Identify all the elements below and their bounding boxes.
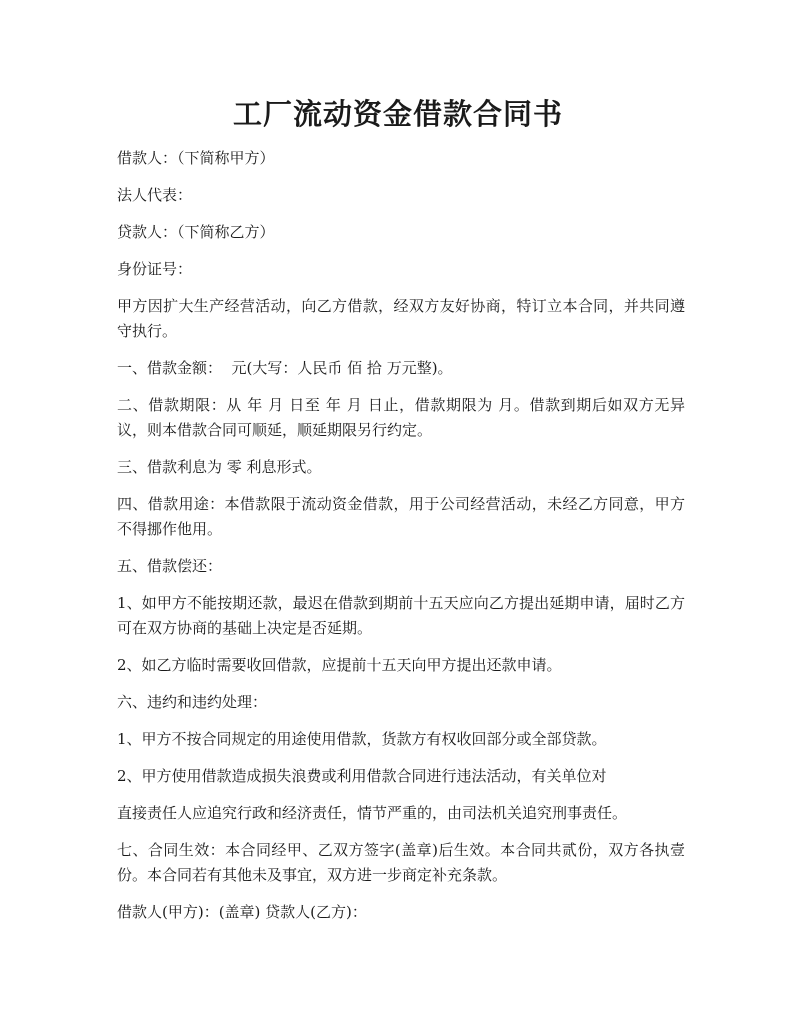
page-title: 工厂流动资金借款合同书 bbox=[232, 97, 563, 131]
clause-effectiveness: 七、合同生效：本合同经甲、乙双方签字(盖章)后生效。本合同共贰份，双方各执壹份。本合同若有其他未及事宜，双方进一步商定补充条款。 bbox=[117, 841, 685, 884]
preamble-paragraph: 甲方因扩大生产经营活动，向乙方借款，经双方友好协商，特订立本合同，并共同遵守执行。 bbox=[117, 297, 685, 340]
clause-loan-amount: 一、借款金额： 元(大写：人民币 佰 拾 万元整)。 bbox=[117, 359, 453, 377]
clause-repayment-heading: 五、借款偿还： bbox=[117, 557, 223, 575]
borrower-line: 借款人：（下简称甲方） bbox=[117, 149, 275, 167]
legal-representative-line: 法人代表： bbox=[117, 186, 193, 204]
clause-loan-term: 二、借款期限：从 年 月 日至 年 月 日止，借款期限为 月。借款到期后如双方无异议，则本借款合同可顺延，顺延期限另行约定。 bbox=[117, 396, 685, 439]
breach-item-1: 1、甲方不按合同规定的用途使用借款，货款方有权收回部分或全部贷款。 bbox=[117, 730, 607, 748]
clause-breach-heading: 六、违约和违约处理： bbox=[117, 693, 268, 711]
lender-line: 贷款人：（下简称乙方） bbox=[117, 223, 275, 241]
breach-item-2-continued: 直接责任人应追究行政和经济责任，情节严重的，由司法机关追究刑事责任。 bbox=[117, 804, 628, 822]
repayment-item-1: 1、如甲方不能按期还款，最迟在借款到期前十五天应向乙方提出延期申请，届时乙方可在双方协商的基础上决定是否延期。 bbox=[117, 594, 685, 637]
id-number-line: 身份证号： bbox=[117, 260, 193, 278]
clause-loan-purpose: 四、借款用途：本借款限于流动资金借款，用于公司经营活动，未经乙方同意，甲方不得挪作他用。 bbox=[117, 495, 685, 538]
document-body bbox=[117, 146, 685, 937]
signature-line: 借款人(甲方)：(盖章) 贷款人(乙方)： bbox=[117, 903, 367, 921]
repayment-item-2: 2、如乙方临时需要收回借款，应提前十五天向甲方提出还款申请。 bbox=[117, 656, 562, 674]
clause-interest: 三、借款利息为 零 利息形式。 bbox=[117, 458, 322, 476]
breach-item-2: 2、甲方使用借款造成损失浪费或利用借款合同进行违法活动，有关单位对 bbox=[117, 767, 607, 785]
